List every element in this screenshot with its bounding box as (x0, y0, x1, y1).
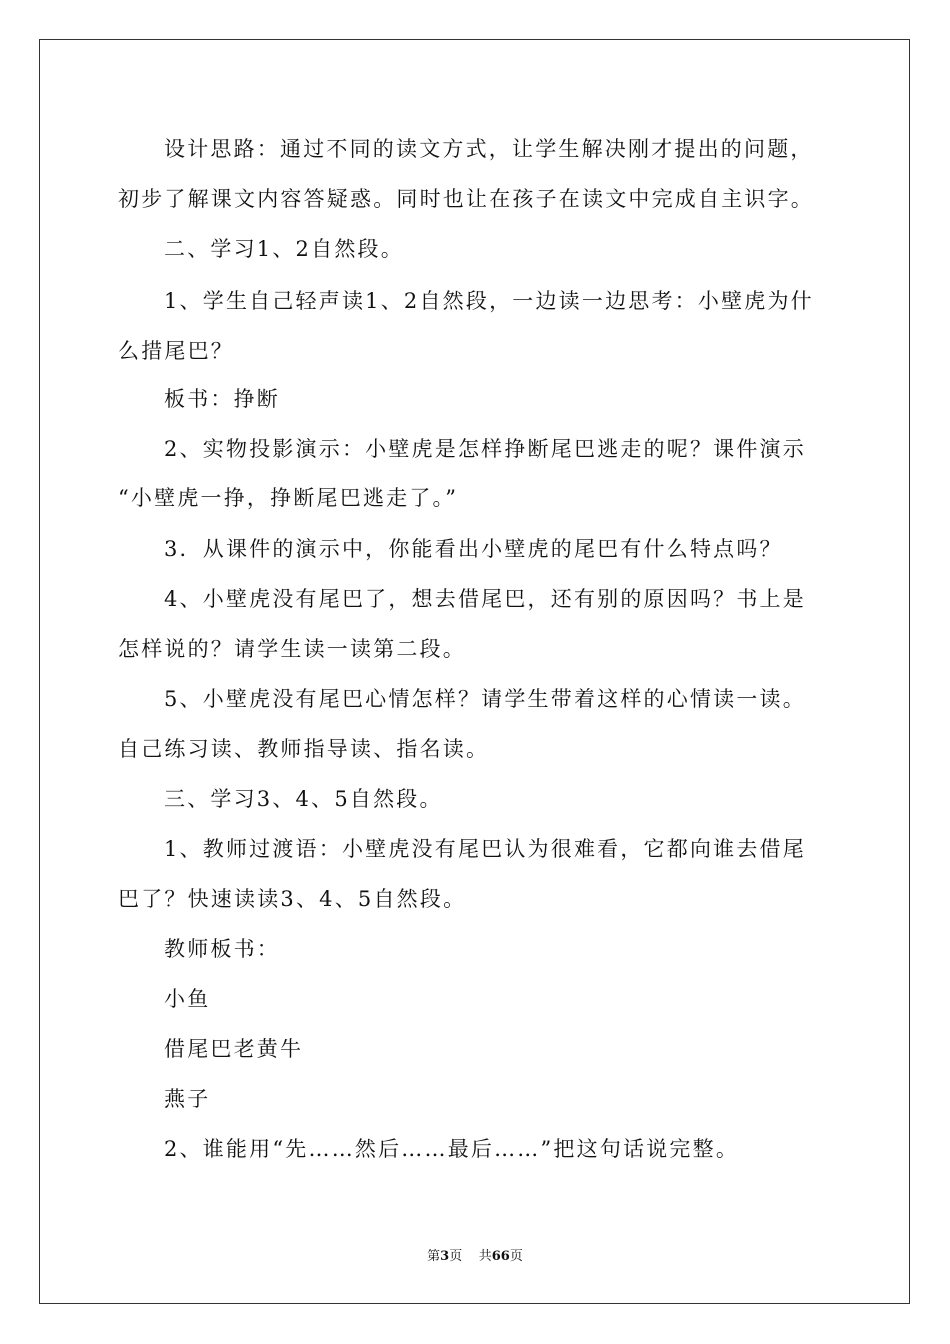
paragraph-line: 自己练习读、教师指导读、指名读。 (118, 737, 490, 761)
paragraph-line: 5、小壁虎没有尾巴心情怎样？请学生带着这样的心情读一读。 (164, 687, 806, 711)
section-heading: 三、学习3、4、5自然段。 (164, 787, 443, 811)
paragraph-line: 1、学生自己轻声读1、2自然段，一边读一边思考：小壁虎为什 (164, 289, 814, 313)
paragraph-line: 板书：挣断 (164, 387, 280, 411)
paragraph-line: 教师板书： (164, 937, 280, 961)
footer-total-number: 66 (491, 1249, 510, 1264)
paragraph-line: 1、教师过渡语：小壁虎没有尾巴认为很难看，它都向谁去借尾 (164, 837, 806, 861)
paragraph-line: 4、小壁虎没有尾巴了，想去借尾巴，还有别的原因吗？书上是 (164, 587, 806, 611)
paragraph-line: 初步了解课文内容答疑惑。同时也让在孩子在读文中完成自主识字。 (118, 187, 814, 211)
paragraph-line: 么措尾巴？ (118, 339, 234, 363)
footer-total-suffix: 页 (509, 1249, 523, 1264)
footer-page-number: 3 (440, 1249, 450, 1264)
paragraph-line: 燕子 (164, 1087, 211, 1111)
footer-page-suffix: 页 (449, 1249, 463, 1264)
paragraph-line: “小壁虎一挣，挣断尾巴逃走了。” (118, 486, 459, 510)
paragraph-line: 3．从课件的演示中，你能看出小壁虎的尾巴有什么特点吗？ (164, 537, 783, 561)
section-heading: 二、学习1、2自然段。 (164, 237, 404, 261)
footer-total-prefix: 共 (478, 1249, 492, 1264)
paragraph-line: 巴了？快速读读3、4、5自然段。 (118, 887, 467, 911)
page-frame (39, 39, 910, 1304)
paragraph-line: 设计思路：通过不同的读文方式，让学生解决刚才提出的问题， (164, 137, 814, 161)
paragraph-line: 2、谁能用“先……然后……最后……”把这句话说完整。 (164, 1137, 740, 1161)
page-footer (0, 1248, 950, 1266)
footer-page-prefix: 第 (427, 1249, 441, 1264)
paragraph-line: 2、实物投影演示：小壁虎是怎样挣断尾巴逃走的呢？课件演示 (164, 437, 806, 461)
paragraph-line: 借尾巴老黄牛 (164, 1037, 304, 1061)
paragraph-line: 小鱼 (164, 987, 211, 1011)
paragraph-line: 怎样说的？请学生读一读第二段。 (118, 637, 466, 661)
